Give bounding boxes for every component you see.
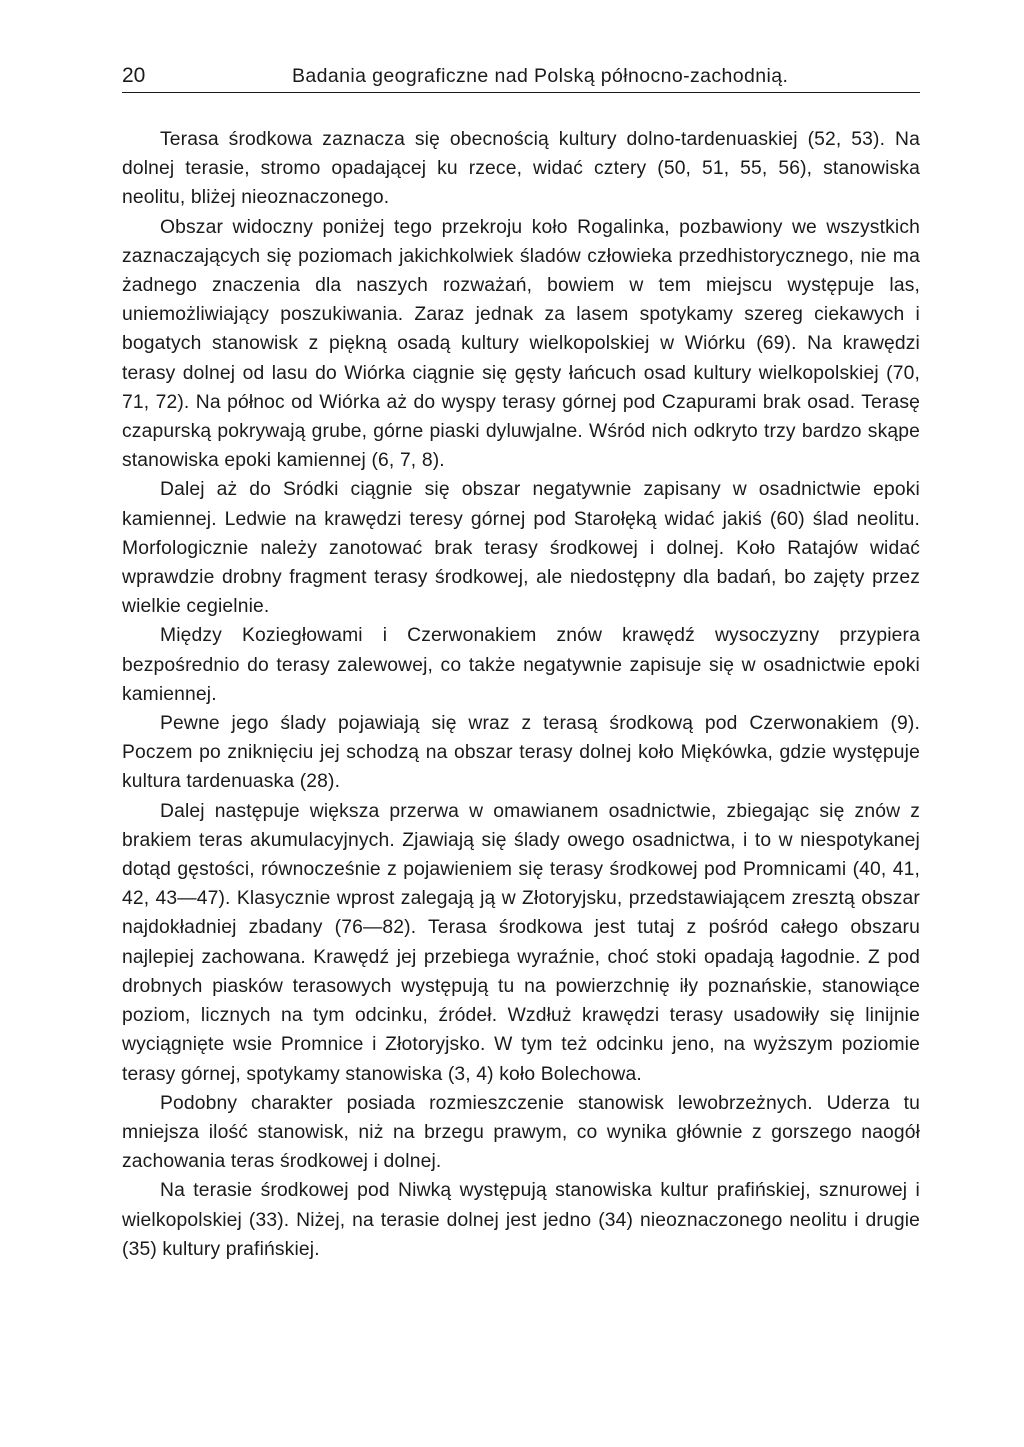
paragraph-4: Między Koziegłowami i Czerwonakiem znów krawędź wysoczyzny przypiera bezpośrednio do terasy zalewowej, co także negatywnie zapisuje się w osadnictwie epoki kamiennej. (122, 625, 920, 705)
page-number: 20 (122, 64, 146, 87)
paragraph-1: Terasa środkowa zaznacza się obecnością kultury dolno-tardenuaskiej (52, 53). Na dolnej terasie, stromo opadającej ku rzece, widać cztery (50, 51, 55, 56), stanowiska neolitu, bliżej nieoznaczonego. (122, 129, 920, 209)
running-header (122, 60, 920, 92)
running-title: Badania geograficzne nad Polską północno-zachodnią. (292, 65, 789, 87)
paragraph-2: Obszar widoczny poniżej tego przekroju koło Rogalinka, pozbawiony we wszystkich zaznaczających się poziomach jakichkolwiek śladów człowieka przedhistorycznego, nie ma żadnego znaczenia dla naszych rozważań, bowiem w tem miejscu występuje las, uniemożliwiający poszukiwania. Zaraz jednak za lasem spotykamy szereg ciekawych i bogatych stanowisk z piękną osadą kultury wielkopolskiej w Wiórku (69). Na krawędzi terasy dolnej od lasu do Wiórka ciągnie się gęsty łańcuch osad kultury wielkopolskiej (70, 71, 72). Na północ od Wiórka aż do wyspy terasy górnej pod Czapurami brak osad. Terasę czapurską pokrywają grube, górne piaski dyluwjalne. Wśród nich odkryto trzy bardzo skąpe stanowiska epoki kamiennej (6, 7, 8). (122, 216, 920, 472)
paragraph-6: Dalej następuje większa przerwa w omawianem osadnictwie, zbiegając się znów z brakiem teras akumulacyjnych. Zjawiają się ślady owego osadnictwa, i to w niespotykanej dotąd gęstości, równocześnie z pojawieniem się terasy środkowej pod Promnicami (40, 41, 42, 43—47). Klasycznie wprost zalegają ją w Złotoryjsku, przedstawiającem zresztą obszar najdokładniej zbadany (76—82). Terasa środkowa jest tutaj z pośród całego obszaru najlepiej zachowana. Krawędź jej przebiega wyraźnie, choć stoki opadają łagodnie. Z pod drobnych piasków terasowych występują tu na powierzchnię iły poznańskie, stanowiące poziom, licznych na tym odcinku, źródeł. Wzdłuż krawędzi terasy usadowiły się linijnie wyciągnięte wsie Promnice i Złotoryjsko. W tym też odcinku jeno, na wyższym poziomie terasy górnej, spotykamy stanowiska (3, 4) koło Bolechowa. (122, 800, 920, 1085)
paragraph-3: Dalej aż do Sródki ciągnie się obszar negatywnie zapisany w osadnictwie epoki kamiennej. Ledwie na krawędzi teresy górnej pod Starołęką widać jakiś (60) ślad neolitu. Morfologicznie należy zanotować brak terasy środkowej i dolnej. Koło Ratajów widać wprawdzie drobny fragment terasy środkowej, ale niedostępny dla badań, bo zajęty przez wielkie cegielnie. (122, 479, 920, 618)
body-text (122, 125, 920, 1264)
paragraph-5: Pewne jego ślady pojawiają się wraz z terasą środkową pod Czerwonakiem (9). Poczem po zniknięciu jej schodzą na obszar terasy dolnej koło Miękówka, gdzie występuje kultura tardenuaska (28). (122, 713, 920, 793)
document-page (122, 60, 920, 1264)
paragraph-8: Na terasie środkowej pod Niwką występują stanowiska kultur prafińskiej, sznurowej i wielkopolskiej (33). Niżej, na terasie dolnej jest jedno (34) nieoznaczonego neolitu i drugie (35) kultury prafińskiej. (122, 1180, 920, 1260)
paragraph-7: Podobny charakter posiada rozmieszczenie stanowisk lewobrzeżnych. Uderza tu mniejsza ilość stanowisk, niż na brzegu prawym, co wynika głównie z gorszego naogół zachowania teras środkowej i dolnej. (122, 1092, 920, 1173)
header-rule (122, 92, 920, 93)
